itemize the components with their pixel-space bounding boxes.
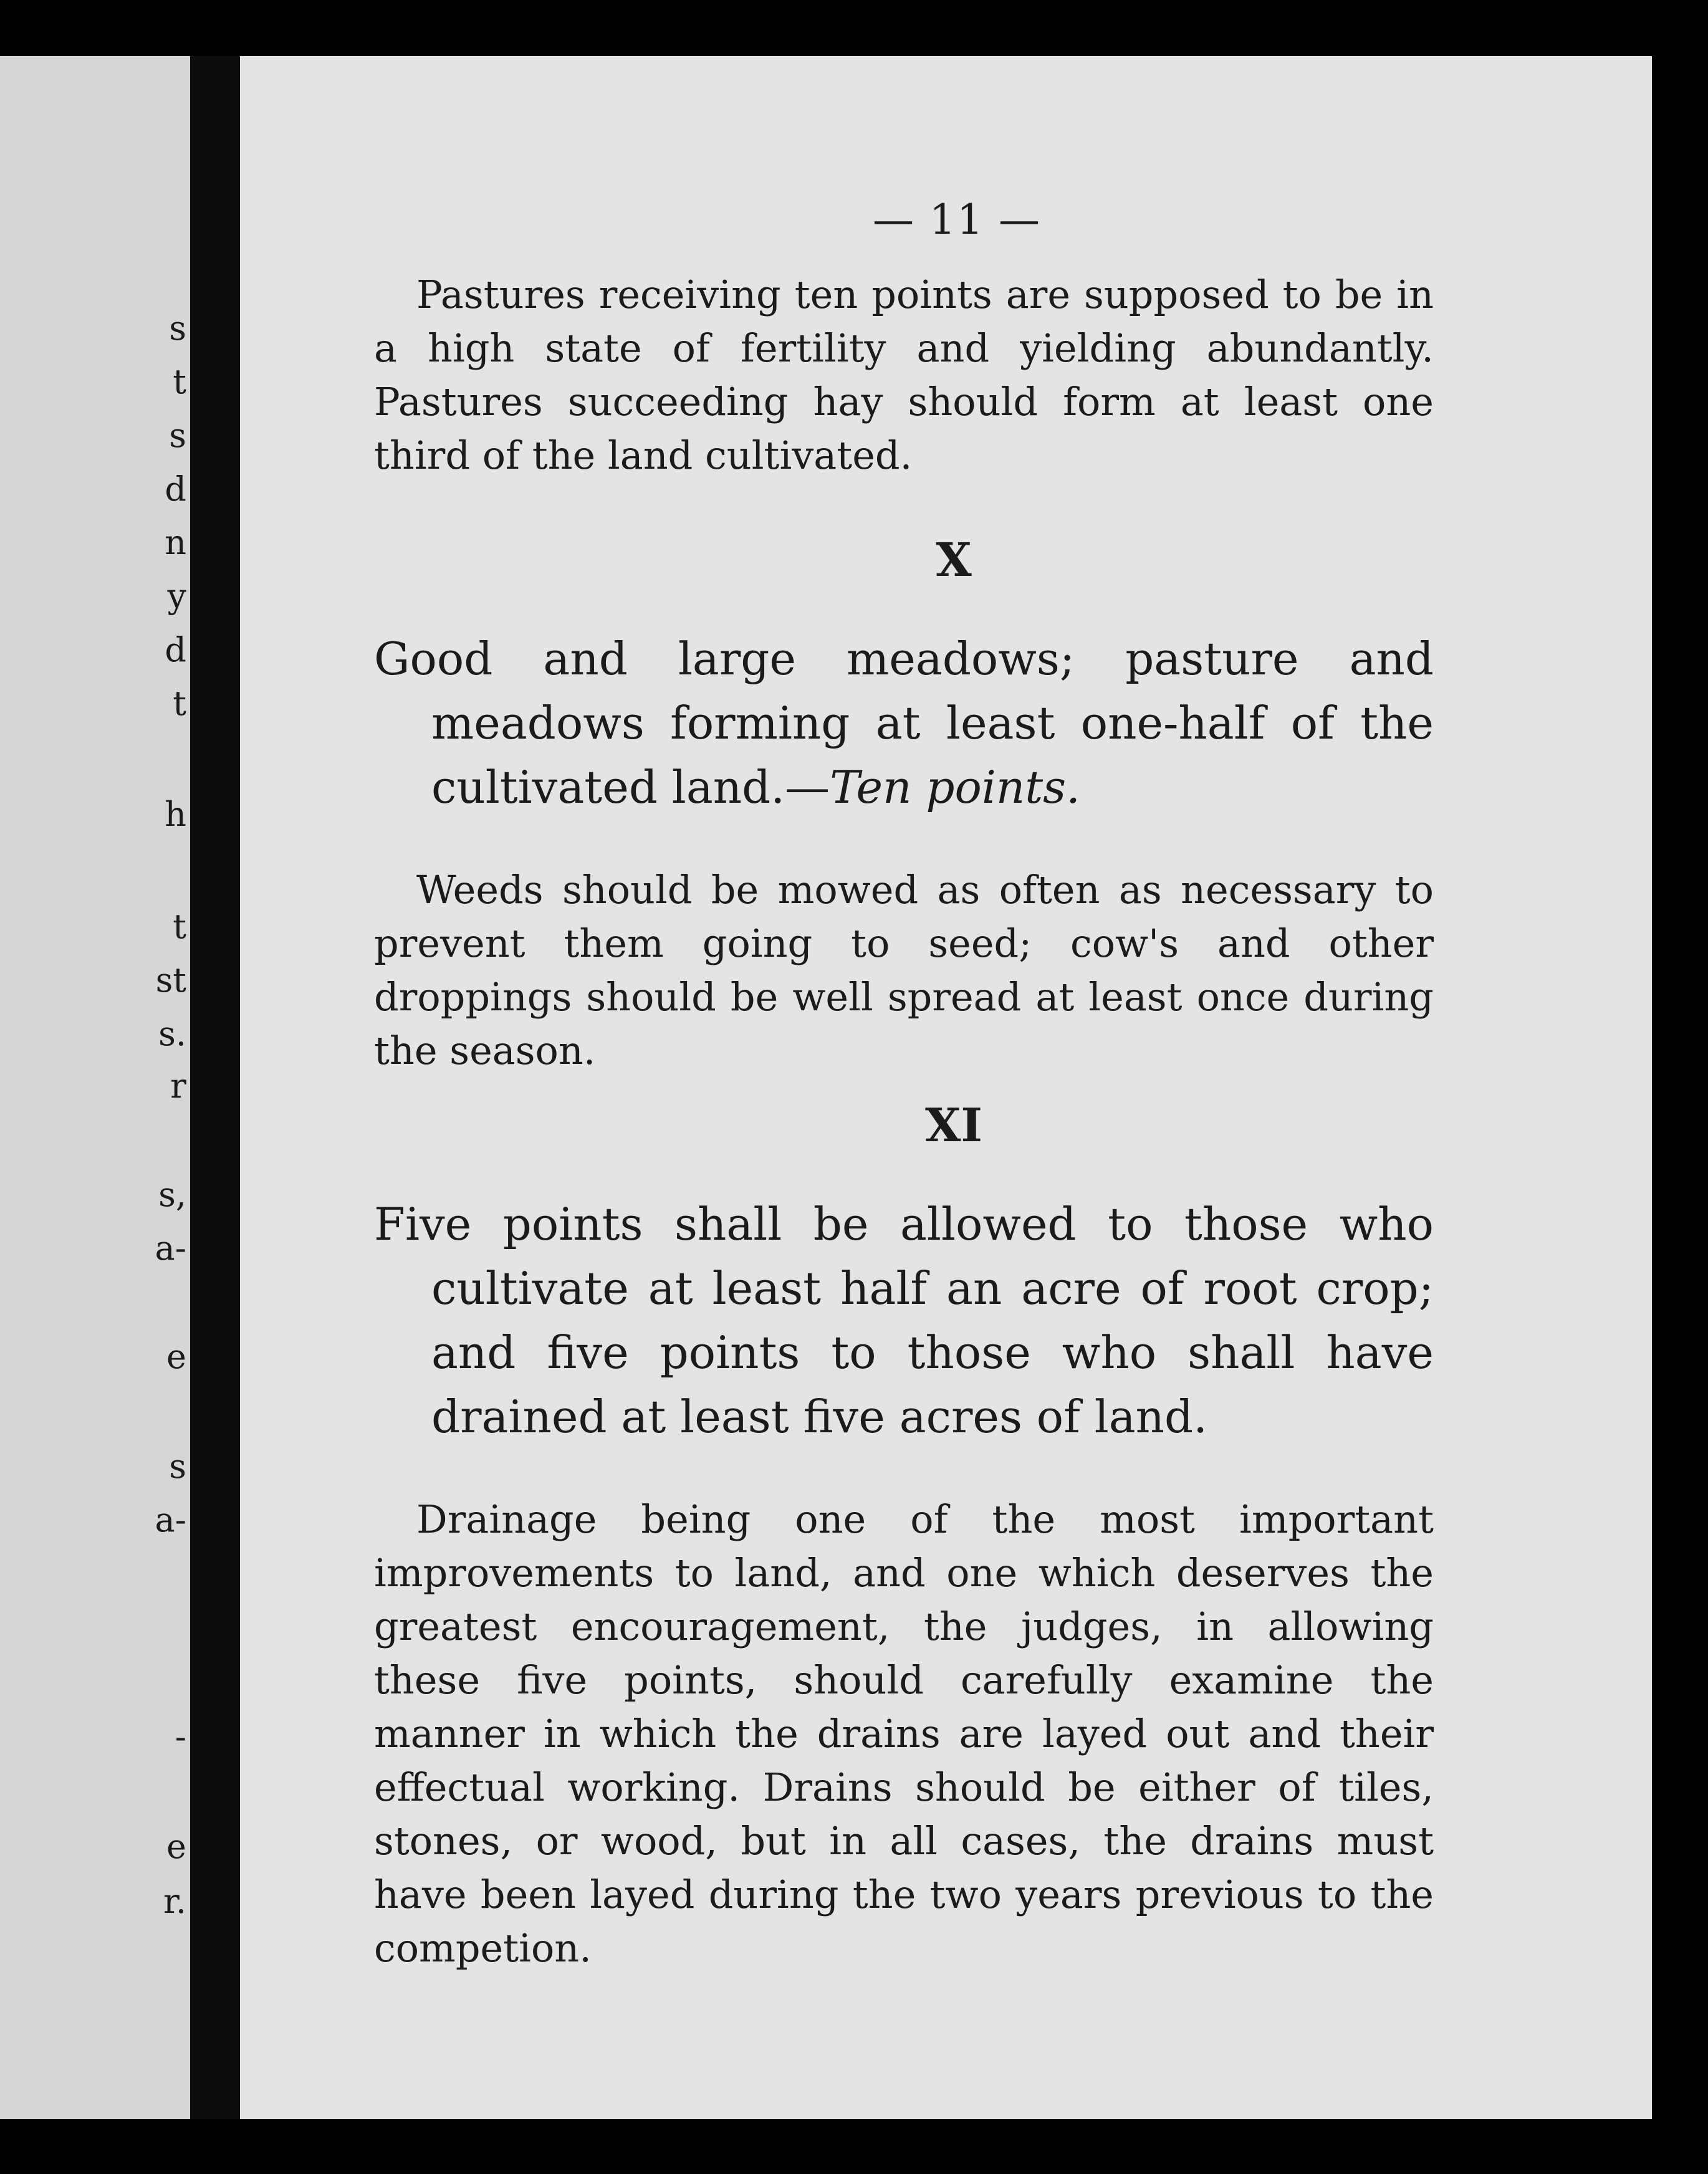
left-page-edge	[0, 56, 190, 2119]
paragraph-pastures: Pastures receiving ten points are supposed to be in a high state of fertility and yielding abundantly. Pastures succeeding hay should form at least one third of the land cultivated.	[374, 272, 1434, 478]
page-content	[374, 196, 1434, 1975]
rule-meadows-text: Good and large meadows; pasture and meadows forming at least one-half of the cultivated land.—	[374, 633, 1434, 813]
margin-fragment: st	[155, 960, 186, 1000]
page-number: — 11 —	[873, 196, 1041, 244]
margin-fragment: s	[169, 416, 186, 455]
margin-fragment: r	[170, 1066, 186, 1106]
margin-fragment: s	[169, 1447, 186, 1486]
rule-meadows	[374, 627, 1434, 820]
margin-fragment: s,	[158, 1175, 186, 1214]
margin-fragment: e	[166, 1337, 186, 1376]
margin-fragment: a-	[155, 1500, 186, 1540]
book-page	[240, 56, 1652, 2119]
margin-fragment: t	[173, 362, 186, 401]
rule-root-crop: Five points shall be allowed to those who cultivate at least half an acre of root crop; and five points to those who shall have drained at least five acres of land.	[374, 1198, 1434, 1443]
section-number-xi: XI	[924, 1099, 983, 1152]
margin-fragment: r.	[163, 1882, 186, 1921]
margin-fragment: y	[167, 577, 186, 616]
margin-fragment: -	[175, 1717, 186, 1756]
margin-fragment: a-	[155, 1228, 186, 1268]
margin-fragment: s.	[158, 1014, 186, 1053]
book-gutter	[190, 56, 240, 2119]
margin-fragment: d	[165, 469, 186, 509]
margin-fragment: e	[166, 1827, 186, 1866]
paragraph-weeds: Weeds should be mowed as often as necessary to prevent them going to seed; cow's and other droppings should be well spread at least once during the season.	[374, 867, 1434, 1073]
section-number-x: X	[936, 534, 972, 587]
paragraph-drainage: Drainage being one of the most important improvements to land, and one which deserves the greatest encouragement, the judges, in allowing these five points, should carefully examine the manner in which the drains are layed out and their effectual working. Drains should be either of tiles, stones, or wood, but in all cases, the drains must have been layed during the two years previous to the competion.	[374, 1496, 1434, 1971]
margin-fragment: t	[173, 684, 186, 723]
rule-meadows-points: Ten points.	[830, 761, 1081, 813]
margin-fragment: d	[165, 630, 186, 669]
margin-fragment: t	[173, 907, 186, 946]
margin-fragment: s	[169, 309, 186, 348]
margin-fragment: n	[165, 523, 186, 562]
margin-fragment: h	[165, 795, 186, 834]
